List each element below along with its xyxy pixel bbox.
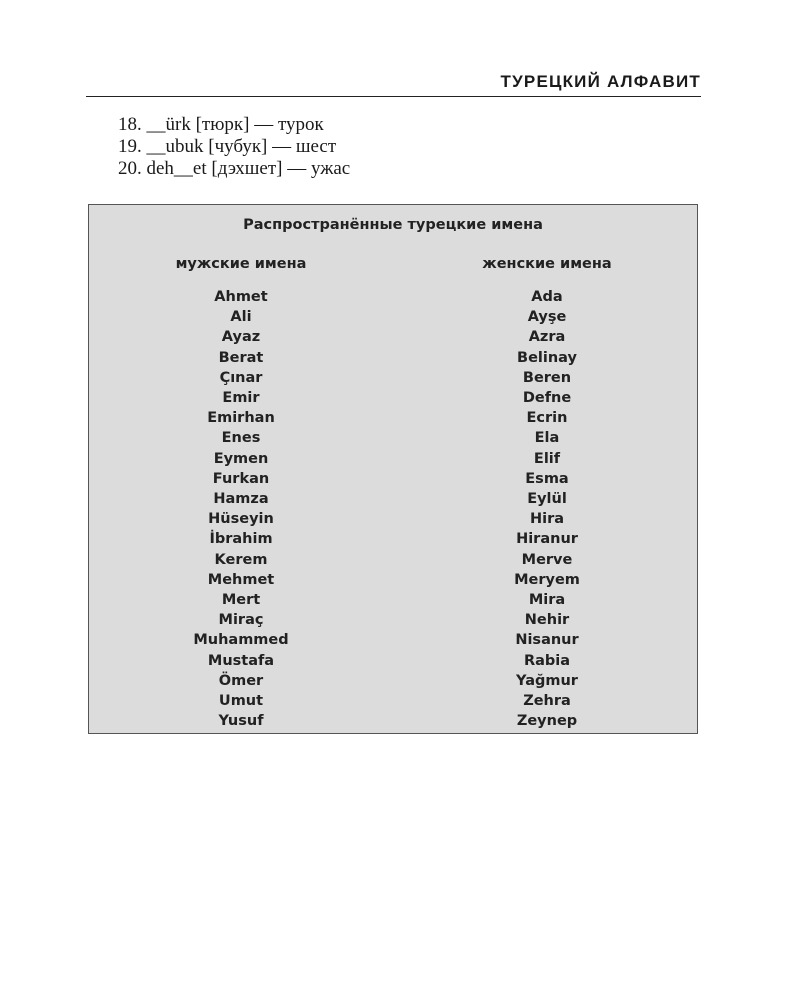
female-name-item: Zeynep <box>516 713 578 730</box>
female-name-item: Defne <box>522 390 572 407</box>
female-name-item: Ecrin <box>526 410 568 427</box>
female-name-item: Eylül <box>527 491 567 508</box>
female-name-item: Hiranur <box>516 531 578 548</box>
male-name-item: Ayaz <box>221 329 261 346</box>
male-name-item: Hüseyin <box>208 511 274 528</box>
female-name-item: Elif <box>533 450 561 467</box>
male-name-item: Emirhan <box>207 410 275 427</box>
female-name-item: Yağmur <box>516 672 578 689</box>
male-names-column <box>131 253 351 731</box>
female-names-column <box>437 253 657 731</box>
female-name-item: Azra <box>528 329 566 346</box>
male-name-item: Yusuf <box>218 713 264 730</box>
male-name-item: Ömer <box>218 672 264 689</box>
female-name-item: Ela <box>534 430 560 447</box>
female-name-item: Mira <box>528 592 566 609</box>
exercise-item: 19. __ubuk [чубук] — шест <box>118 136 337 157</box>
female-name-item: Rabia <box>523 652 571 669</box>
female-name-item: Zehra <box>523 693 571 710</box>
male-name-item: Berat <box>218 349 264 366</box>
female-name-item: Belinay <box>517 349 577 366</box>
exercise-list <box>118 114 350 180</box>
female-name-item: Nisanur <box>515 632 579 649</box>
male-names-list <box>131 287 351 731</box>
male-name-item: Umut <box>218 693 264 710</box>
common-names-box <box>88 204 698 734</box>
male-name-item: Muhammed <box>193 632 289 649</box>
female-name-item: Nehir <box>524 612 570 629</box>
female-names-list <box>437 287 657 731</box>
male-name-item: İbrahim <box>209 531 273 548</box>
female-name-item: Hira <box>529 511 565 528</box>
exercise-item: 20. deh__et [дэхшет] — ужас <box>118 158 351 179</box>
female-name-item: Esma <box>525 470 569 487</box>
female-names-heading: женские имена <box>482 256 612 272</box>
male-name-item: Kerem <box>214 551 268 568</box>
female-name-item: Ada <box>531 289 563 305</box>
female-name-item: Meryem <box>514 571 580 588</box>
exercise-item: 18. __ürk [тюрк] — турок <box>118 114 324 135</box>
box-title: Распространённые турецкие имена <box>243 217 543 233</box>
male-name-item: Miraç <box>218 612 264 629</box>
male-name-item: Eymen <box>213 450 269 467</box>
male-name-item: Hamza <box>213 491 269 508</box>
male-name-item: Ali <box>230 309 252 326</box>
male-name-item: Emir <box>222 390 260 407</box>
female-name-item: Beren <box>522 369 572 386</box>
running-head: ТУРЕЦКИЙ АЛФАВИТ <box>86 70 701 97</box>
male-name-item: Mert <box>221 592 261 609</box>
female-name-item: Merve <box>521 551 573 568</box>
male-name-item: Ahmet <box>214 289 268 305</box>
male-name-item: Furkan <box>212 470 270 487</box>
male-name-item: Çınar <box>219 369 263 386</box>
male-name-item: Mustafa <box>207 652 275 669</box>
female-name-item: Ayşe <box>527 309 567 326</box>
male-name-item: Mehmet <box>207 571 275 588</box>
male-name-item: Enes <box>221 430 261 447</box>
male-names-heading: мужские имена <box>175 256 307 272</box>
